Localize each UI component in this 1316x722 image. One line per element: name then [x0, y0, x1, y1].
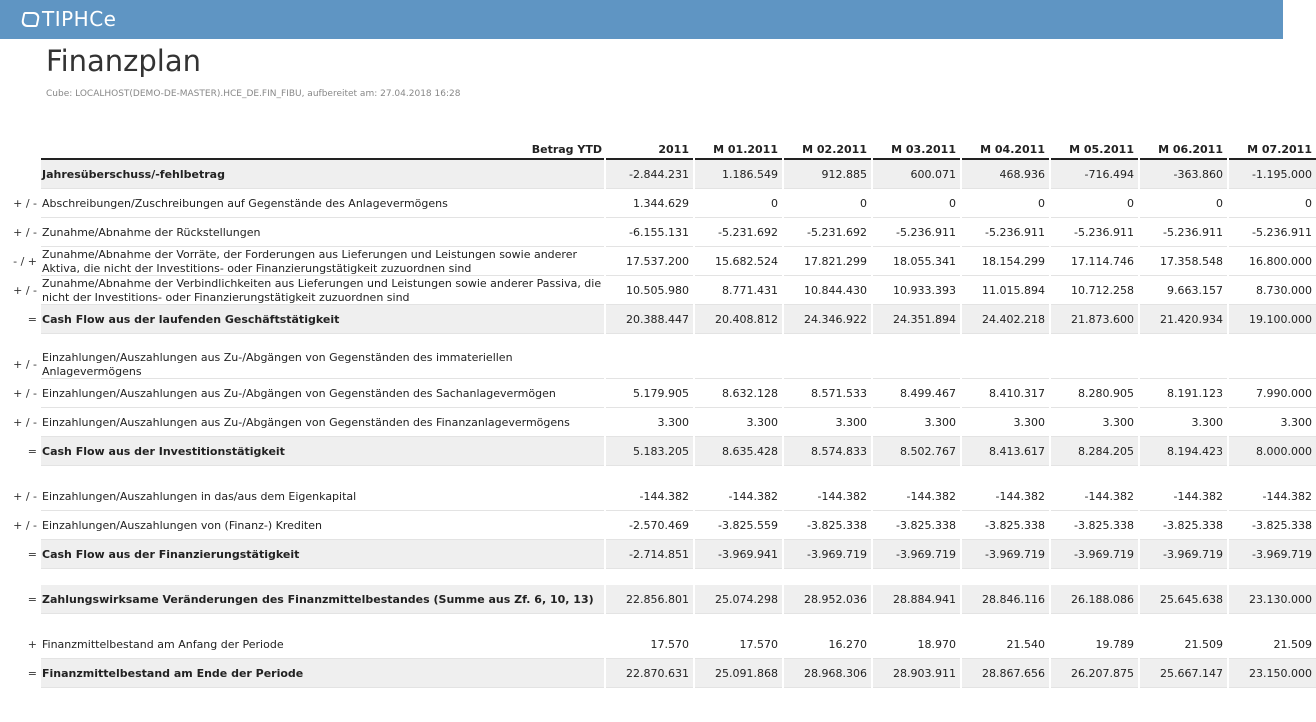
- table-row: [0, 276, 1312, 305]
- value-cell[interactable]: -3.969.719: [1229, 540, 1316, 569]
- spacer-row: [0, 569, 1283, 585]
- column-header[interactable]: M 06.2011: [1140, 140, 1227, 160]
- value-cell[interactable]: 18.154.299: [962, 247, 1049, 276]
- value-cell[interactable]: 10.712.258: [1051, 276, 1138, 305]
- row-label[interactable]: Einzahlungen/Auszahlungen aus Zu-/Abgängen von Gegenständen des immateriellen Anlagevermögens: [41, 350, 604, 379]
- row-operator: + / -: [13, 519, 37, 532]
- value-cell[interactable]: -144.382: [784, 482, 871, 511]
- value-cell[interactable]: 23.150.000: [1229, 659, 1316, 688]
- table-row: [0, 482, 1312, 511]
- value-cell[interactable]: 25.074.298: [695, 585, 782, 614]
- finance-table: [0, 140, 1312, 688]
- logo-text: TIPHCe: [42, 7, 117, 31]
- value-cell[interactable]: 0: [1229, 189, 1316, 218]
- row-label[interactable]: Zunahme/Abnahme der Verbindlichkeiten aus Lieferungen und Leistungen sowie anderer Passiva, die nicht der Investitions- oder Finanzierungstätigkeit zuzuordnen sind: [41, 276, 604, 305]
- table-row: [0, 305, 1312, 334]
- column-header[interactable]: M 04.2011: [962, 140, 1049, 160]
- value-cell[interactable]: 25.667.147: [1140, 659, 1227, 688]
- table-row: [0, 350, 1283, 379]
- value-cell[interactable]: 22.856.801: [606, 585, 693, 614]
- spacer-row: [0, 614, 1283, 630]
- value-cell[interactable]: -3.969.719: [962, 540, 1049, 569]
- table-row: [0, 160, 1312, 189]
- row-header-label: Betrag YTD: [41, 140, 604, 160]
- row-label[interactable]: Jahresüberschuss/-fehlbetrag: [41, 160, 604, 189]
- value-cell[interactable]: -144.382: [1140, 482, 1227, 511]
- value-cell[interactable]: -3.969.719: [1051, 540, 1138, 569]
- spacer-row: [0, 334, 1283, 350]
- value-cell[interactable]: [784, 350, 871, 379]
- value-cell[interactable]: 25.091.868: [695, 659, 782, 688]
- table-row: [0, 437, 1312, 466]
- value-cell[interactable]: 3.300: [962, 408, 1049, 437]
- row-operator: + / -: [13, 416, 37, 429]
- row-operator: =: [27, 593, 37, 606]
- value-cell[interactable]: 8.632.128: [695, 379, 782, 408]
- row-label[interactable]: Einzahlungen/Auszahlungen von (Finanz-) Krediten: [41, 511, 604, 540]
- row-operator: - / +: [13, 255, 37, 268]
- value-cell[interactable]: 25.645.638: [1140, 585, 1227, 614]
- value-cell[interactable]: 3.300: [1229, 408, 1316, 437]
- value-cell[interactable]: -5.231.692: [784, 218, 871, 247]
- row-label[interactable]: Zunahme/Abnahme der Rückstellungen: [41, 218, 604, 247]
- value-cell[interactable]: 600.071: [873, 160, 960, 189]
- value-cell[interactable]: -144.382: [695, 482, 782, 511]
- value-cell[interactable]: 28.884.941: [873, 585, 960, 614]
- row-operator: + / -: [13, 284, 37, 297]
- value-cell[interactable]: 8.284.205: [1051, 437, 1138, 466]
- value-cell[interactable]: 17.570: [606, 630, 693, 659]
- table-row: [0, 630, 1312, 659]
- value-cell[interactable]: 8.194.423: [1140, 437, 1227, 466]
- value-cell[interactable]: [873, 350, 960, 379]
- value-cell[interactable]: 0: [1140, 189, 1227, 218]
- row-label[interactable]: Cash Flow aus der Finanzierungstätigkeit: [41, 540, 604, 569]
- value-cell[interactable]: 3.300: [784, 408, 871, 437]
- column-header[interactable]: M 03.2011: [873, 140, 960, 160]
- value-cell[interactable]: 0: [962, 189, 1049, 218]
- value-cell[interactable]: 21.873.600: [1051, 305, 1138, 334]
- column-header[interactable]: M 02.2011: [784, 140, 871, 160]
- value-cell[interactable]: -2.714.851: [606, 540, 693, 569]
- row-label[interactable]: Finanzmittelbestand am Anfang der Periode: [41, 630, 604, 659]
- value-cell[interactable]: 8.280.905: [1051, 379, 1138, 408]
- value-cell[interactable]: 3.300: [695, 408, 782, 437]
- value-cell[interactable]: -3.825.338: [784, 511, 871, 540]
- spacer-row: [0, 466, 1283, 482]
- value-cell[interactable]: -3.825.338: [873, 511, 960, 540]
- value-cell[interactable]: 17.821.299: [784, 247, 871, 276]
- row-operator: + / -: [13, 358, 37, 371]
- value-cell[interactable]: 28.867.656: [962, 659, 1049, 688]
- value-cell[interactable]: 5.179.905: [606, 379, 693, 408]
- row-operator: [0, 160, 40, 189]
- table-header-row: [0, 140, 1312, 160]
- table-row: [0, 585, 1312, 614]
- value-cell[interactable]: 8.000.000: [1229, 437, 1316, 466]
- row-operator: + / -: [13, 197, 37, 210]
- value-cell[interactable]: [962, 350, 1049, 379]
- page-title: Finanzplan: [46, 44, 201, 78]
- value-cell[interactable]: -144.382: [606, 482, 693, 511]
- value-cell[interactable]: 8.499.467: [873, 379, 960, 408]
- value-cell[interactable]: 16.800.000: [1229, 247, 1316, 276]
- value-cell[interactable]: -144.382: [1051, 482, 1138, 511]
- value-cell[interactable]: 8.771.431: [695, 276, 782, 305]
- row-operator: =: [27, 548, 37, 561]
- value-cell[interactable]: 21.420.934: [1140, 305, 1227, 334]
- value-cell[interactable]: 21.509: [1140, 630, 1227, 659]
- value-cell[interactable]: [1051, 350, 1138, 379]
- value-cell[interactable]: 468.936: [962, 160, 1049, 189]
- value-cell[interactable]: 8.635.428: [695, 437, 782, 466]
- value-cell[interactable]: 20.388.447: [606, 305, 693, 334]
- table-row: [0, 659, 1312, 688]
- row-label[interactable]: Zunahme/Abnahme der Vorräte, der Forderungen aus Lieferungen und Leistungen sowie anderer Aktiva, die nicht der Investitions- oder Finanzierungstätigkeit zuzuordnen sind: [41, 247, 604, 276]
- value-cell[interactable]: -3.969.719: [873, 540, 960, 569]
- table-row: [0, 218, 1312, 247]
- value-cell[interactable]: -1.195.000: [1229, 160, 1316, 189]
- value-cell[interactable]: -363.860: [1140, 160, 1227, 189]
- value-cell[interactable]: 26.207.875: [1051, 659, 1138, 688]
- column-header[interactable]: M 05.2011: [1051, 140, 1138, 160]
- table-row: [0, 511, 1312, 540]
- row-label[interactable]: Finanzmittelbestand am Ende der Periode: [41, 659, 604, 688]
- row-operator: + / -: [13, 226, 37, 239]
- value-cell[interactable]: [1140, 350, 1227, 379]
- value-cell[interactable]: 17.114.746: [1051, 247, 1138, 276]
- value-cell[interactable]: -3.825.559: [695, 511, 782, 540]
- value-cell[interactable]: 28.952.036: [784, 585, 871, 614]
- row-label[interactable]: Cash Flow aus der Investitionstätigkeit: [41, 437, 604, 466]
- table-row: [0, 540, 1312, 569]
- page-subtitle: Cube: LOCALHOST(DEMO-DE-MASTER).HCE_DE.FIN_FIBU, aufbereitet am: 27.04.2018 16:28: [46, 89, 461, 99]
- value-cell[interactable]: -144.382: [962, 482, 1049, 511]
- value-cell[interactable]: -3.969.719: [784, 540, 871, 569]
- row-label[interactable]: Cash Flow aus der laufenden Geschäftstätigkeit: [41, 305, 604, 334]
- value-cell[interactable]: -3.825.338: [1140, 511, 1227, 540]
- value-cell[interactable]: 1.344.629: [606, 189, 693, 218]
- table-row: [0, 379, 1312, 408]
- logo-icon: [20, 12, 40, 27]
- table-row: [0, 247, 1312, 276]
- column-header[interactable]: M 01.2011: [695, 140, 782, 160]
- value-cell[interactable]: -2.570.469: [606, 511, 693, 540]
- value-cell[interactable]: -5.236.911: [1140, 218, 1227, 247]
- value-cell[interactable]: 18.970: [873, 630, 960, 659]
- value-cell[interactable]: 16.270: [784, 630, 871, 659]
- value-cell[interactable]: 28.968.306: [784, 659, 871, 688]
- value-cell[interactable]: -5.236.911: [1229, 218, 1316, 247]
- app-logo[interactable]: [22, 6, 116, 32]
- value-cell[interactable]: 8.574.833: [784, 437, 871, 466]
- value-cell[interactable]: 24.346.922: [784, 305, 871, 334]
- value-cell[interactable]: 21.509: [1229, 630, 1316, 659]
- value-cell[interactable]: -5.236.911: [873, 218, 960, 247]
- row-operator: =: [27, 445, 37, 458]
- value-cell[interactable]: 912.885: [784, 160, 871, 189]
- row-label[interactable]: Zahlungswirksame Veränderungen des Finanzmittelbestandes (Summe aus Zf. 6, 10, 13): [41, 585, 604, 614]
- value-cell[interactable]: 10.844.430: [784, 276, 871, 305]
- value-cell[interactable]: -6.155.131: [606, 218, 693, 247]
- value-cell[interactable]: 18.055.341: [873, 247, 960, 276]
- value-cell[interactable]: [1229, 350, 1316, 379]
- value-cell[interactable]: -5.236.911: [962, 218, 1049, 247]
- value-cell[interactable]: 15.682.524: [695, 247, 782, 276]
- value-cell[interactable]: 3.300: [1140, 408, 1227, 437]
- value-cell[interactable]: 8.191.123: [1140, 379, 1227, 408]
- value-cell[interactable]: 8.571.533: [784, 379, 871, 408]
- top-bar: [0, 0, 1283, 39]
- value-cell[interactable]: 17.570: [695, 630, 782, 659]
- value-cell[interactable]: 10.505.980: [606, 276, 693, 305]
- value-cell[interactable]: -3.969.719: [1140, 540, 1227, 569]
- value-cell[interactable]: 3.300: [1051, 408, 1138, 437]
- value-cell[interactable]: 26.188.086: [1051, 585, 1138, 614]
- value-cell[interactable]: 19.789: [1051, 630, 1138, 659]
- value-cell[interactable]: -5.236.911: [1051, 218, 1138, 247]
- value-cell[interactable]: -3.825.338: [962, 511, 1049, 540]
- value-cell[interactable]: -3.825.338: [1229, 511, 1316, 540]
- value-cell[interactable]: -716.494: [1051, 160, 1138, 189]
- value-cell[interactable]: -5.231.692: [695, 218, 782, 247]
- value-cell[interactable]: 0: [695, 189, 782, 218]
- value-cell[interactable]: -3.825.338: [1051, 511, 1138, 540]
- value-cell[interactable]: 0: [873, 189, 960, 218]
- value-cell[interactable]: -144.382: [1229, 482, 1316, 511]
- row-label[interactable]: Abschreibungen/Zuschreibungen auf Gegenstände des Anlagevermögens: [41, 189, 604, 218]
- value-cell[interactable]: 24.351.894: [873, 305, 960, 334]
- value-cell[interactable]: [606, 350, 693, 379]
- value-cell[interactable]: 9.663.157: [1140, 276, 1227, 305]
- value-cell[interactable]: 8.410.317: [962, 379, 1049, 408]
- value-cell[interactable]: 3.300: [606, 408, 693, 437]
- table-row: [0, 189, 1312, 218]
- value-cell[interactable]: 5.183.205: [606, 437, 693, 466]
- value-cell[interactable]: 8.413.617: [962, 437, 1049, 466]
- value-cell[interactable]: 17.537.200: [606, 247, 693, 276]
- value-cell[interactable]: 28.846.116: [962, 585, 1049, 614]
- row-label[interactable]: Einzahlungen/Auszahlungen aus Zu-/Abgängen von Gegenständen des Finanzanlagevermögens: [41, 408, 604, 437]
- value-cell[interactable]: 22.870.631: [606, 659, 693, 688]
- value-cell[interactable]: 24.402.218: [962, 305, 1049, 334]
- value-cell[interactable]: -2.844.231: [606, 160, 693, 189]
- table-row: [0, 408, 1312, 437]
- row-operator: + / -: [13, 387, 37, 400]
- value-cell[interactable]: 28.903.911: [873, 659, 960, 688]
- value-cell[interactable]: 7.990.000: [1229, 379, 1316, 408]
- row-operator: + / -: [13, 490, 37, 503]
- value-cell[interactable]: 23.130.000: [1229, 585, 1316, 614]
- value-cell[interactable]: 8.502.767: [873, 437, 960, 466]
- value-cell[interactable]: 0: [784, 189, 871, 218]
- column-header[interactable]: 2011: [606, 140, 693, 160]
- value-cell[interactable]: 0: [1051, 189, 1138, 218]
- row-label[interactable]: Einzahlungen/Auszahlungen aus Zu-/Abgängen von Gegenständen des Sachanlagevermögen: [41, 379, 604, 408]
- value-cell[interactable]: 20.408.812: [695, 305, 782, 334]
- value-cell[interactable]: 8.730.000: [1229, 276, 1316, 305]
- value-cell[interactable]: 3.300: [873, 408, 960, 437]
- value-cell[interactable]: [695, 350, 782, 379]
- value-cell[interactable]: 17.358.548: [1140, 247, 1227, 276]
- row-operator: =: [27, 667, 37, 680]
- value-cell[interactable]: 10.933.393: [873, 276, 960, 305]
- column-header[interactable]: M 07.2011: [1229, 140, 1316, 160]
- value-cell[interactable]: 11.015.894: [962, 276, 1049, 305]
- row-operator: =: [27, 313, 37, 326]
- value-cell[interactable]: 21.540: [962, 630, 1049, 659]
- value-cell[interactable]: 1.186.549: [695, 160, 782, 189]
- value-cell[interactable]: -144.382: [873, 482, 960, 511]
- value-cell[interactable]: 19.100.000: [1229, 305, 1316, 334]
- row-label[interactable]: Einzahlungen/Auszahlungen in das/aus dem Eigenkapital: [41, 482, 604, 511]
- value-cell[interactable]: -3.969.941: [695, 540, 782, 569]
- row-operator: +: [27, 638, 37, 651]
